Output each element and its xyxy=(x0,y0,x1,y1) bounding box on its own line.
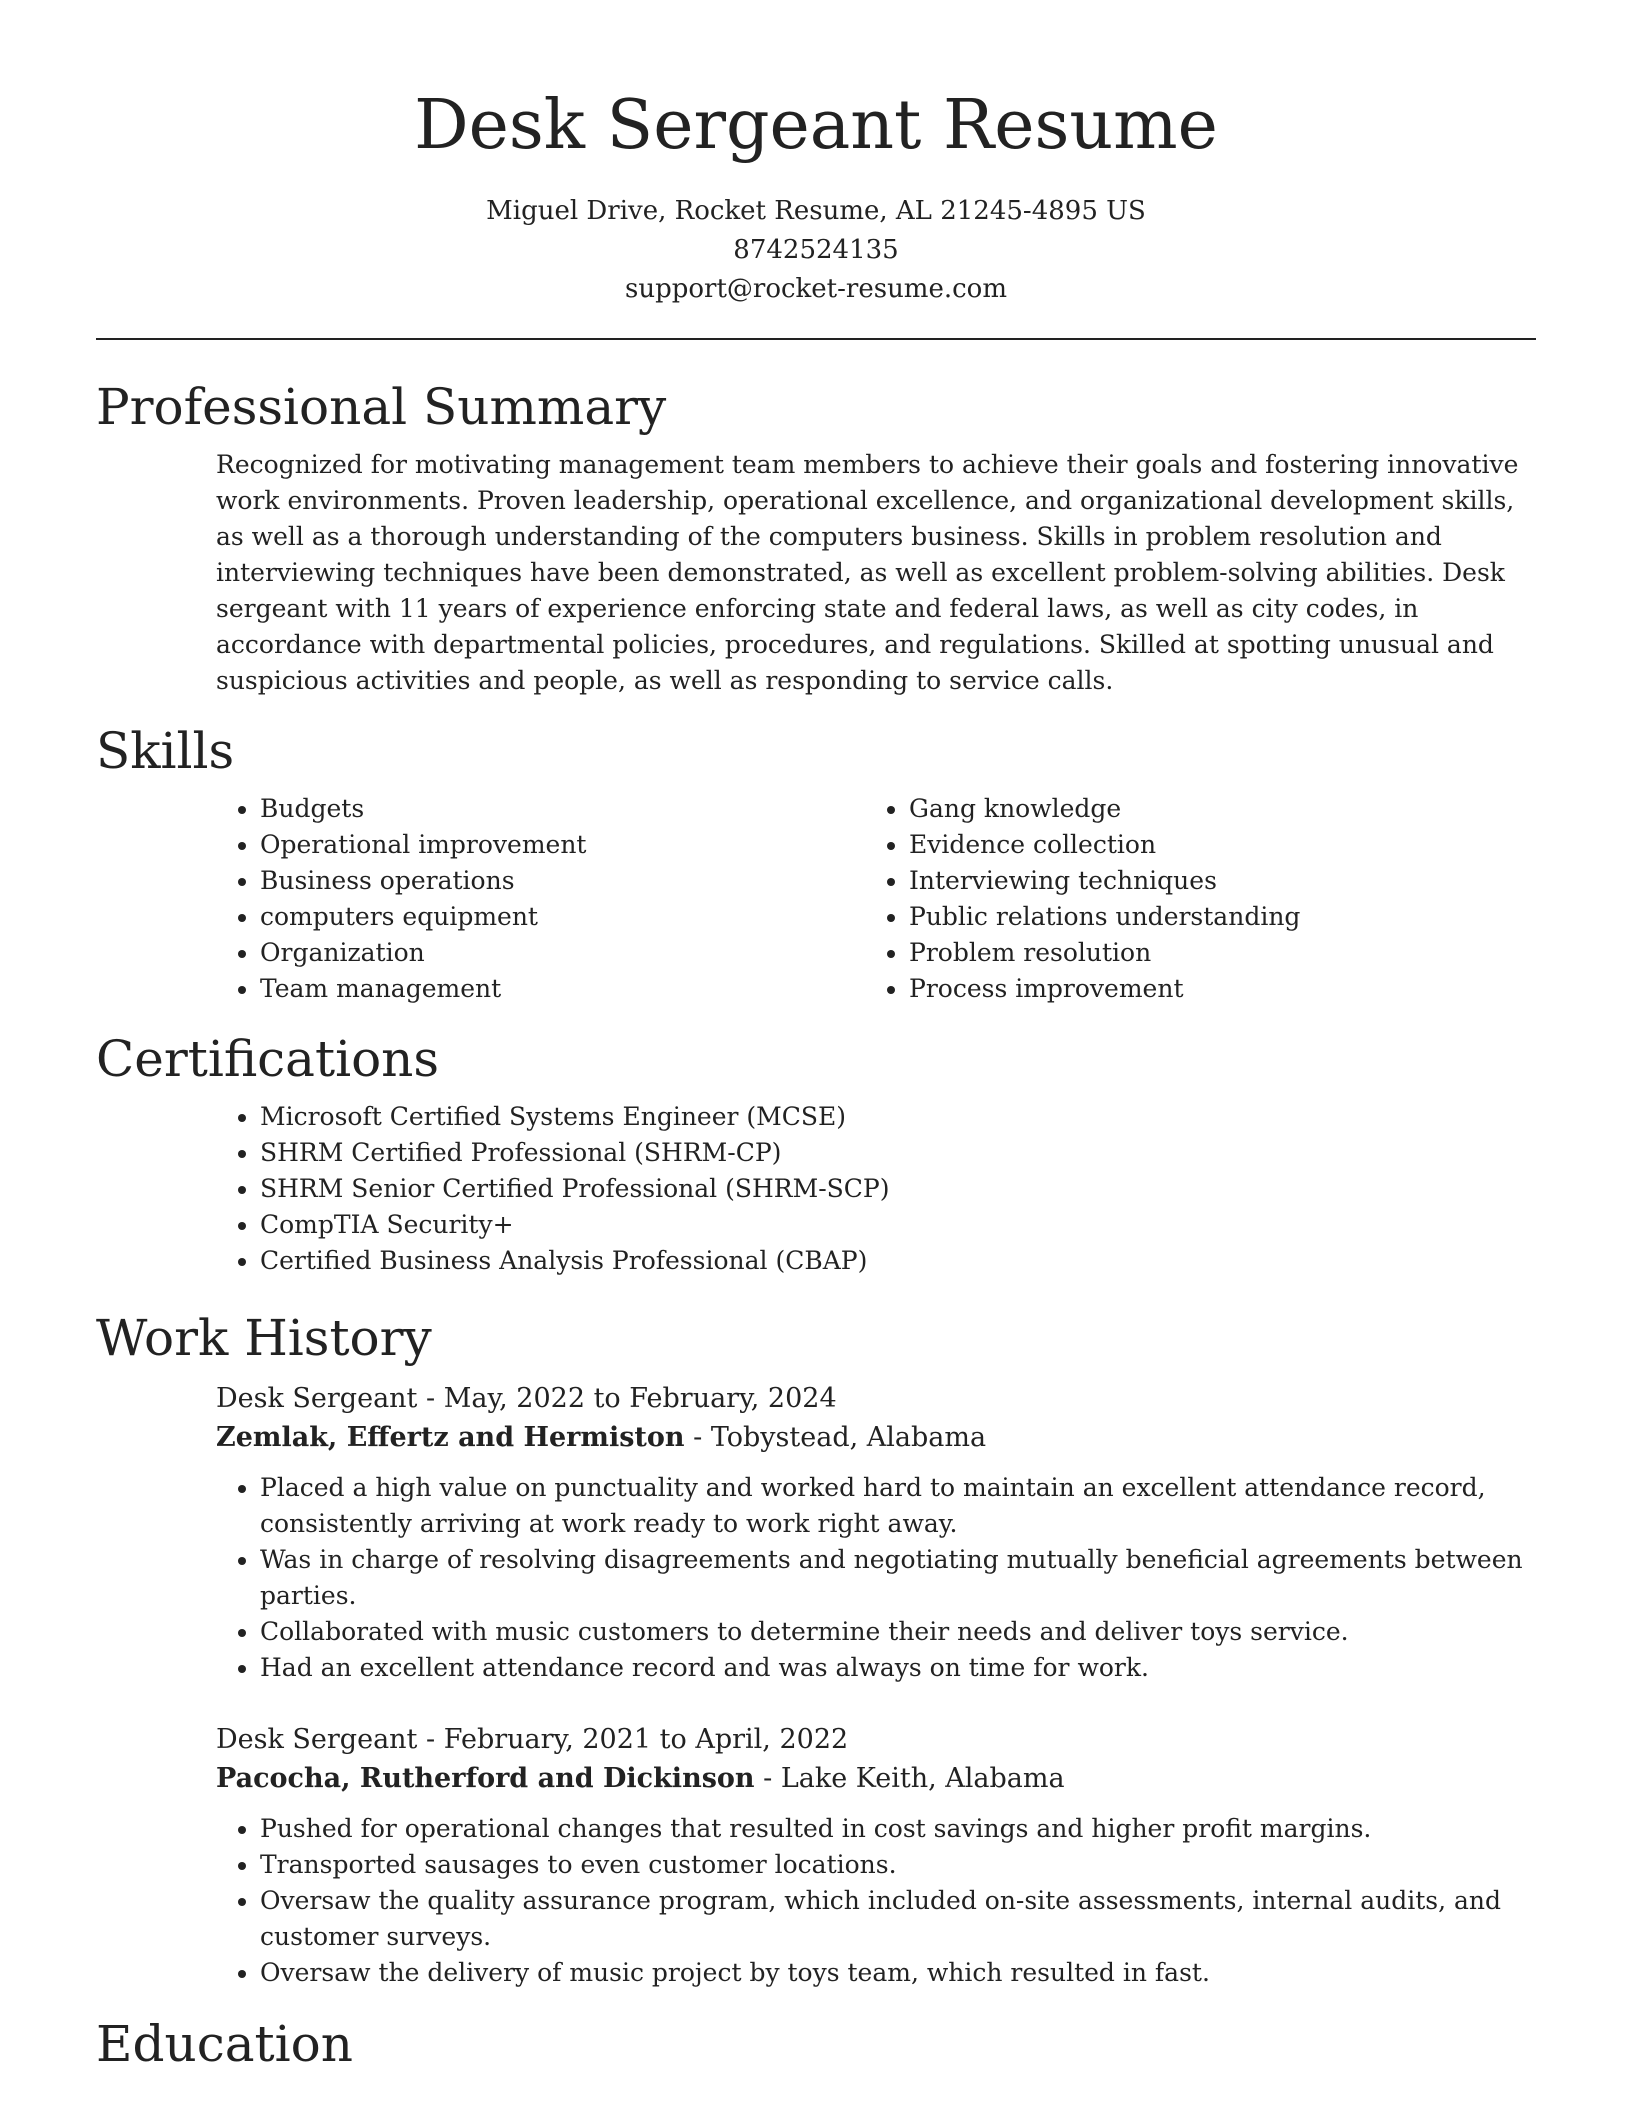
separator: - xyxy=(417,1724,444,1755)
job-bullet: • Collaborated with music customers to determine their needs and deliver toys service. xyxy=(260,1614,1582,1650)
skill-item: • computers equipment xyxy=(260,899,865,935)
certifications-section xyxy=(96,1028,1536,1279)
job-bullet: • Had an excellent attendance record and was always on time for work. xyxy=(260,1650,1582,1686)
certification-item: • SHRM Senior Certified Professional (SHRM-SCP) xyxy=(260,1171,1536,1207)
job-bullets xyxy=(216,1470,1582,1686)
certifications-heading: Certifications xyxy=(96,1030,440,1088)
skills-list-left xyxy=(216,791,865,1007)
certifications-list xyxy=(216,1099,1536,1279)
work-history-section xyxy=(96,1307,1536,1991)
skill-item: • Team management xyxy=(260,971,865,1007)
certification-item: • SHRM Certified Professional (SHRM-CP) xyxy=(260,1135,1536,1171)
job-title: Desk Sergeant xyxy=(216,1724,418,1755)
job-title-line xyxy=(216,1379,1536,1418)
skill-item: • Organization xyxy=(260,935,865,971)
skill-item: • Budgets xyxy=(260,791,865,827)
email: support@rocket-resume.com xyxy=(624,274,1007,304)
certification-item: • CompTIA Security+ xyxy=(260,1207,1536,1243)
job-company-line xyxy=(216,1759,1536,1798)
job-entry xyxy=(216,1379,1536,1686)
summary-heading: Professional Summary xyxy=(96,378,667,436)
skills-list-right xyxy=(865,791,1514,1007)
resume-title: Desk Sergeant Resume xyxy=(414,86,1218,165)
skill-item: • Business operations xyxy=(260,863,865,899)
skill-item: • Evidence collection xyxy=(909,827,1514,863)
skill-item: • Process improvement xyxy=(909,971,1514,1007)
separator: - xyxy=(684,1422,711,1453)
job-location: Lake Keith, Alabama xyxy=(780,1763,1065,1794)
job-bullet: • Pushed for operational changes that resulted in cost savings and higher profit margins. xyxy=(260,1811,1582,1847)
skills-columns xyxy=(216,791,1536,1007)
job-bullet: • Was in charge of resolving disagreements and negotiating mutually beneficial agreements between parties. xyxy=(260,1542,1582,1614)
education-section xyxy=(96,2013,1536,2075)
skill-item: • Problem resolution xyxy=(909,935,1514,971)
job-company-line xyxy=(216,1418,1536,1457)
skills-section xyxy=(96,720,1536,1007)
job-dates: February, 2021 to April, 2022 xyxy=(443,1724,849,1755)
education-heading: Education xyxy=(96,2015,353,2073)
separator: - xyxy=(417,1383,444,1414)
job-bullet: • Oversaw the quality assurance program, which included on-site assessments, internal audits, and customer surveys. xyxy=(260,1883,1582,1955)
certification-item: • Microsoft Certified Systems Engineer (MCSE) xyxy=(260,1099,1536,1135)
skill-item: • Interviewing techniques xyxy=(909,863,1514,899)
header-divider xyxy=(96,338,1536,340)
skill-item: • Gang knowledge xyxy=(909,791,1514,827)
job-company: Zemlak, Effertz and Hermiston xyxy=(216,1422,685,1453)
job-company: Pacocha, Rutherford and Dickinson xyxy=(216,1763,755,1794)
job-title-line xyxy=(216,1720,1536,1759)
job-entry xyxy=(216,1720,1536,1991)
skill-item: • Operational improvement xyxy=(260,827,865,863)
work-history-heading: Work History xyxy=(96,1309,432,1367)
skill-item: • Public relations understanding xyxy=(909,899,1514,935)
job-dates: May, 2022 to February, 2024 xyxy=(443,1383,837,1414)
job-title: Desk Sergeant xyxy=(216,1383,418,1414)
job-bullet: • Oversaw the delivery of music project by toys team, which resulted in fast. xyxy=(260,1955,1582,1991)
phone: 8742524135 xyxy=(733,235,899,265)
resume-page xyxy=(96,0,1536,2075)
summary-section xyxy=(96,376,1536,699)
skills-heading: Skills xyxy=(96,722,235,780)
separator: - xyxy=(754,1763,781,1794)
job-bullet: • Placed a high value on punctuality and worked hard to maintain an excellent attendance record, consistently arriving at work ready to work right away. xyxy=(260,1470,1582,1542)
address: Miguel Drive, Rocket Resume, AL 21245-4895 US xyxy=(486,196,1146,226)
job-bullet: • Transported sausages to even customer locations. xyxy=(260,1847,1582,1883)
resume-header xyxy=(96,0,1536,309)
job-location: Tobystead, Alabama xyxy=(710,1422,987,1453)
contact-info xyxy=(96,192,1536,309)
job-bullets xyxy=(216,1811,1582,1991)
certification-item: • Certified Business Analysis Professional (CBAP) xyxy=(260,1243,1536,1279)
summary-text: Recognized for motivating management team members to achieve their goals and fostering innovative work environments. Proven leadership, operational excellence, and organizational development skills, as well as a thorough understanding of the computers business. Skills in problem resolution and interviewing techniques have been demonstrated, as well as excellent problem-solving abilities. Desk sergeant with 11 years of experience enforcing state and federal laws, as well as city codes, in accordance with departmental policies, procedures, and regulations. Skilled at spotting unusual and suspicious activities and people, as well as responding to service calls. xyxy=(216,450,1519,695)
